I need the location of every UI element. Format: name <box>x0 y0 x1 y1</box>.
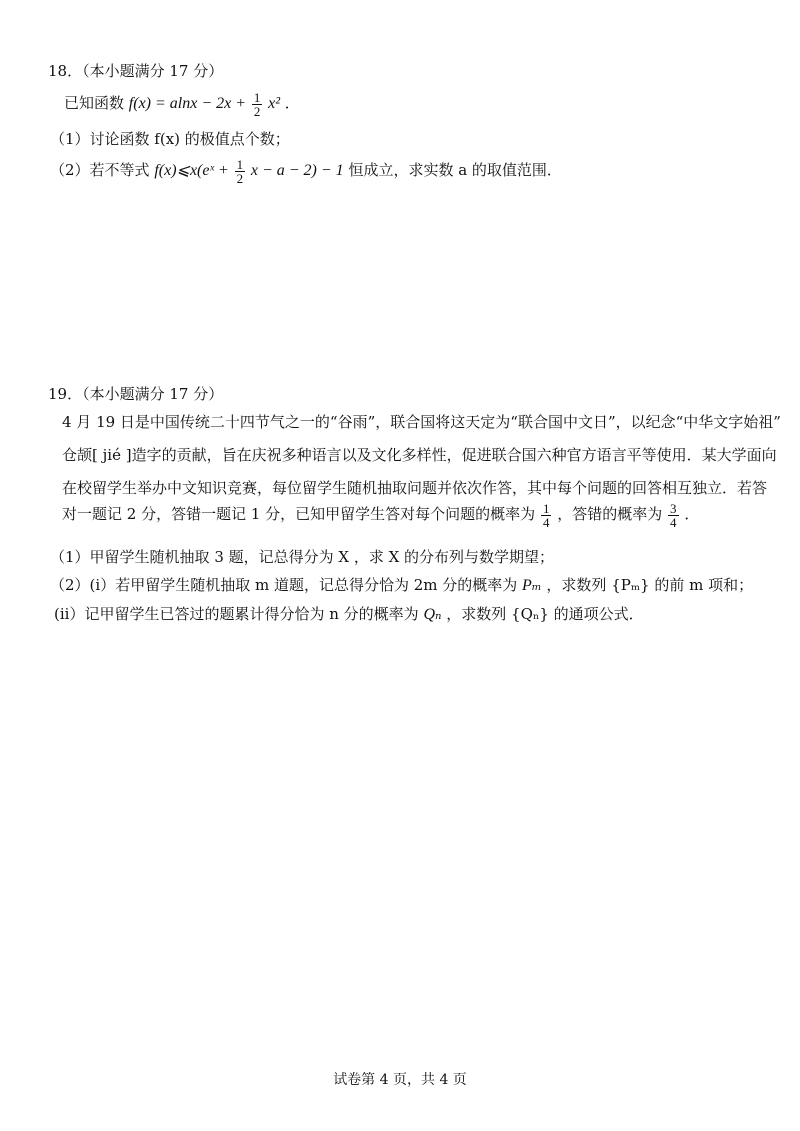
q19-part2i-pm: Pₘ <box>522 577 542 594</box>
q19-fraction-quarter-numerator: 1 <box>542 500 550 516</box>
q19-line4-text-a: 对一题记 2 分，答错一题记 1 分，已知甲留学生答对每个问题的概率为 <box>62 505 536 523</box>
q19-header: 19．（本小题满分 17 分） <box>48 385 224 403</box>
q18-part2-fraction-numerator: 1 <box>236 156 244 172</box>
q18-inequality-lhs: f(x)⩽x(eˣ + <box>154 162 229 179</box>
q18-part2-prefix: （2）若不等式 <box>50 161 150 179</box>
q18-header: 18．（本小题满分 17 分） <box>48 62 224 80</box>
q19-fraction-quarter-denominator: 4 <box>542 514 550 530</box>
q19-fraction-one-quarter <box>541 502 552 529</box>
q19-part2i-text-b: ，求数列 {Pₘ} 的前 m 项和； <box>546 576 754 594</box>
q19-paragraph-line-1: 4 月 19 日是中国传统二十四节气之一的“谷雨”，联合国将这天定为“联合国中文日”，以纪念“中华文字始祖” <box>62 413 781 431</box>
q19-paragraph-line-2: 仓颉[ jié ]造字的贡献，旨在庆祝多种语言以及文化多样性，促进联合国六种官方语言平等使用．某大学面向 <box>62 446 777 464</box>
q18-intro-prefix: 已知函数 <box>64 94 125 112</box>
q19-paragraph-line-3: 在校留学生举办中文知识竞赛，每位留学生随机抽取问题并依次作答，其中每个问题的回答相互独立．若答 <box>62 479 768 497</box>
q18-fraction-half <box>252 91 263 118</box>
q19-part2i <box>50 575 753 596</box>
q19-part2ii-text-a: (ii）记甲留学生已答过的题累计得分恰为 n 分的概率为 <box>54 605 419 623</box>
q19-part2ii <box>54 604 644 625</box>
q19-fraction-three-quarters <box>668 502 679 529</box>
q18-inequality-rhs: x − a − 2) − 1 <box>250 162 344 179</box>
q19-paragraph-line-4 <box>62 497 699 531</box>
q18-part2-suffix: 恒成立，求实数 a 的取值范围． <box>348 161 562 179</box>
q18-function-lhs: f(x) = alnx − 2x + <box>128 95 247 112</box>
page-footer: 试卷第 4 页，共 4 页 <box>333 1072 467 1088</box>
q18-part2-fraction-denominator: 2 <box>236 170 244 186</box>
q18-function-rhs: x² <box>268 95 281 112</box>
q18-intro-suffix: ． <box>284 94 300 112</box>
q18-part2-fraction-half <box>235 158 246 185</box>
q19-part2i-text-a: （2）(i）若甲留学生随机抽取 m 道题，记总得分恰为 2m 分的概率为 <box>50 576 518 594</box>
q18-fraction-denominator: 2 <box>253 103 261 119</box>
q19-line4-text-b: ，答错的概率为 <box>557 505 663 523</box>
q19-fraction-three-denominator: 4 <box>670 514 677 530</box>
q19-fraction-three-numerator: 3 <box>670 500 677 516</box>
q18-fraction-numerator: 1 <box>253 89 261 105</box>
q18-intro <box>64 86 300 121</box>
q19-part1: （1）甲留学生随机抽取 3 题，记总得分为 X ，求 X 的分布列与数学期望； <box>50 548 555 566</box>
q18-part2 <box>50 153 562 188</box>
q19-part2ii-qn: Qₙ <box>423 606 442 623</box>
q19-part2ii-text-b: ，求数列 {Qₙ} 的通项公式． <box>446 605 644 623</box>
q18-part1: （1）讨论函数 f(x) 的极值点个数； <box>50 130 290 148</box>
q19-line4-text-c: ． <box>684 505 700 523</box>
